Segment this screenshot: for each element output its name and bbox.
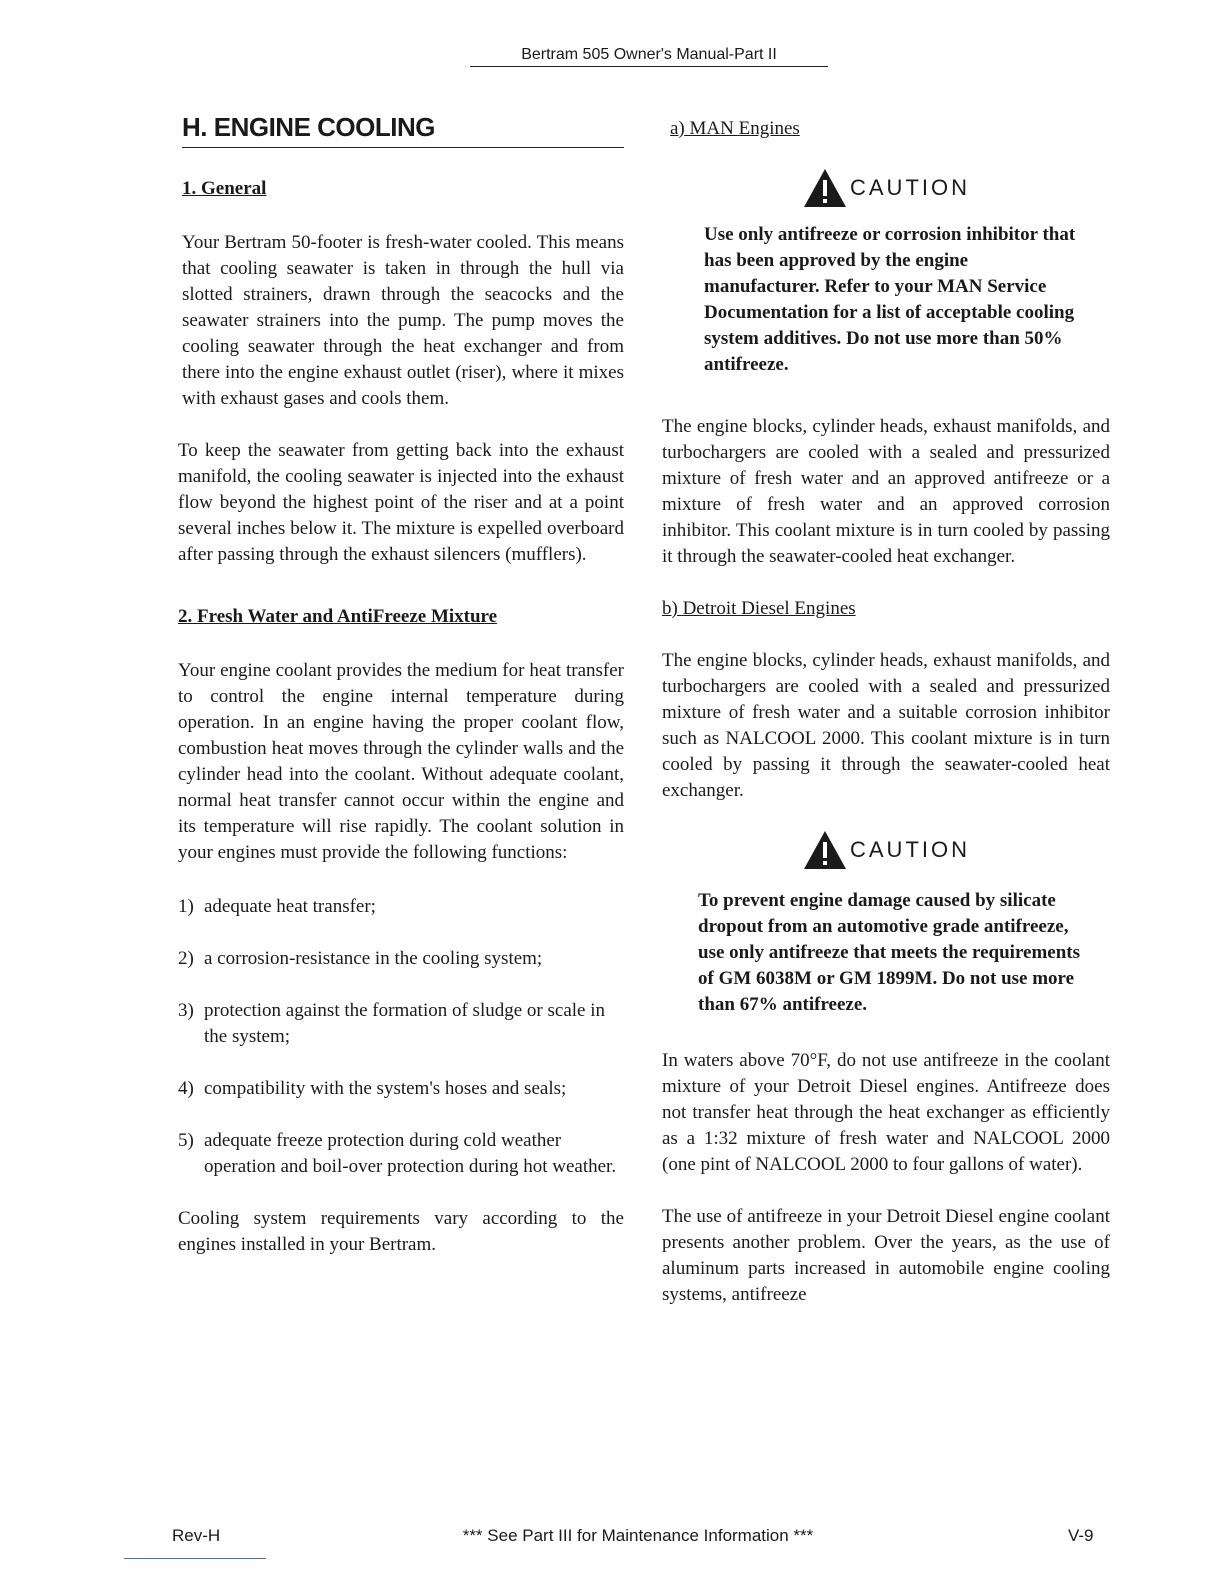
running-header: Bertram 505 Owner's Manual-Part II <box>470 46 828 67</box>
list-item <box>178 1128 624 1180</box>
list-item-number: 4) <box>178 1078 194 1099</box>
list-item-text: protection against the formation of sludge or scale in the system; <box>204 1000 605 1047</box>
man-engines-heading: a) MAN Engines <box>670 118 800 139</box>
detroit-caution-banner <box>662 826 1110 874</box>
list-item-number: 2) <box>178 948 194 969</box>
list-item <box>178 998 624 1050</box>
list-item-number: 5) <box>178 1130 194 1151</box>
fresh-water-paragraph-2: Cooling system requirements vary according to the engines installed in your Bertram. <box>178 1208 624 1255</box>
general-paragraph-1: Your Bertram 50-footer is fresh-water cooled. This means that cooling seawater is taken in through the hull via slotted strainers, drawn through the seacocks and the seawater strainers into the pump. The pump moves the cooling seawater through the heat exchanger and from there into the engine exhaust outlet (riser), where it mixes with exhaust gases and cools them. <box>182 232 624 409</box>
general-paragraph-2: To keep the seawater from getting back into the exhaust manifold, the cooling seawater is injected into the exhaust flow beyond the highest point of the riser and at a point several inches below it. The mixture is expelled overboard after passing through the exhaust silencers (mufflers). <box>178 440 624 565</box>
coolant-functions-list <box>178 894 624 1180</box>
detroit-engines-heading: b) Detroit Diesel Engines <box>662 598 856 619</box>
detroit-paragraph-2: In waters above 70°F, do not use antifreeze in the coolant mixture of your Detroit Diesel engines. Antifreeze does not transfer heat through the heat exchanger as efficiently as a 1:32 mixture of fresh water and NALCOOL 2000 (one pint of NALCOOL 2000 to four gallons of water). <box>662 1050 1110 1175</box>
fresh-water-heading: 2. Fresh Water and AntiFreeze Mixture <box>178 606 498 627</box>
footer-revision: Rev-H <box>172 1526 221 1545</box>
fresh-water-paragraph-1: Your engine coolant provides the medium for heat transfer to control the engine internal temperature during operation. In an engine having the proper coolant flow, combustion heat moves through the cylinder walls and the cylinder head into the coolant. Without adequate coolant, normal heat transfer cannot occur within the engine and its temperature will rise rapidly. The coolant solution in your engines must provide the following functions: <box>178 660 624 863</box>
list-item-text: adequate freeze protection during cold weather operation and boil-over protection during hot weather. <box>204 1130 617 1177</box>
list-item-number: 3) <box>178 1000 194 1021</box>
list-item-number: 1) <box>178 896 194 917</box>
list-item-text: compatibility with the system's hoses and seals; <box>204 1078 567 1099</box>
man-paragraph: The engine blocks, cylinder heads, exhaust manifolds, and turbochargers are cooled with a sealed and pressurized mixture of fresh water and an approved antifreeze or a mixture of fresh water and an approved corrosion inhibitor. This coolant mixture is in turn cooled by passing it through the seawater-cooled heat exchanger. <box>662 416 1110 567</box>
left-column <box>178 176 624 1258</box>
caution-label: CAUTION <box>850 175 970 200</box>
list-item <box>178 946 624 972</box>
footer-page-number: V-9 <box>1068 1526 1094 1545</box>
scan-artifact-line <box>124 1558 266 1559</box>
list-item <box>178 1076 624 1102</box>
detroit-paragraph-3: The use of antifreeze in your Detroit Diesel engine coolant presents another problem. Over the years, as the use of aluminum parts increased in automobile engine cooling systems, antifreeze <box>662 1206 1110 1305</box>
man-caution-banner <box>662 164 1110 212</box>
man-caution-text: Use only antifreeze or corrosion inhibitor that has been approved by the engine manufacturer. Refer to your MAN Service Documentation for a list of acceptable cooling system additives. Do not use more than 50% antifreeze. <box>704 224 1076 375</box>
list-item-text: a corrosion-resistance in the cooling system; <box>204 948 543 969</box>
section-title: H. ENGINE COOLING <box>182 112 624 148</box>
caution-label: CAUTION <box>850 837 970 862</box>
right-column <box>662 116 1110 1308</box>
warning-triangle-icon <box>802 829 848 871</box>
warning-triangle-icon <box>802 167 848 209</box>
footer-note: *** See Part III for Maintenance Information *** <box>462 1526 814 1545</box>
detroit-paragraph-1: The engine blocks, cylinder heads, exhaust manifolds, and turbochargers are cooled with a sealed and pressurized mixture of fresh water and a suitable corrosion inhibitor such as NALCOOL 2000. This coolant mixture is in turn cooled by passing it through the seawater-cooled heat exchanger. <box>662 650 1110 801</box>
list-item <box>178 894 624 920</box>
general-heading: 1. General <box>182 178 267 199</box>
detroit-caution-text: To prevent engine damage caused by silicate dropout from an automotive grade antifreeze, use only antifreeze that meets the requirements of GM 6038M or GM 1899M. Do not use more than 67% antifreeze. <box>698 890 1081 1015</box>
list-item-text: adequate heat transfer; <box>204 896 376 917</box>
